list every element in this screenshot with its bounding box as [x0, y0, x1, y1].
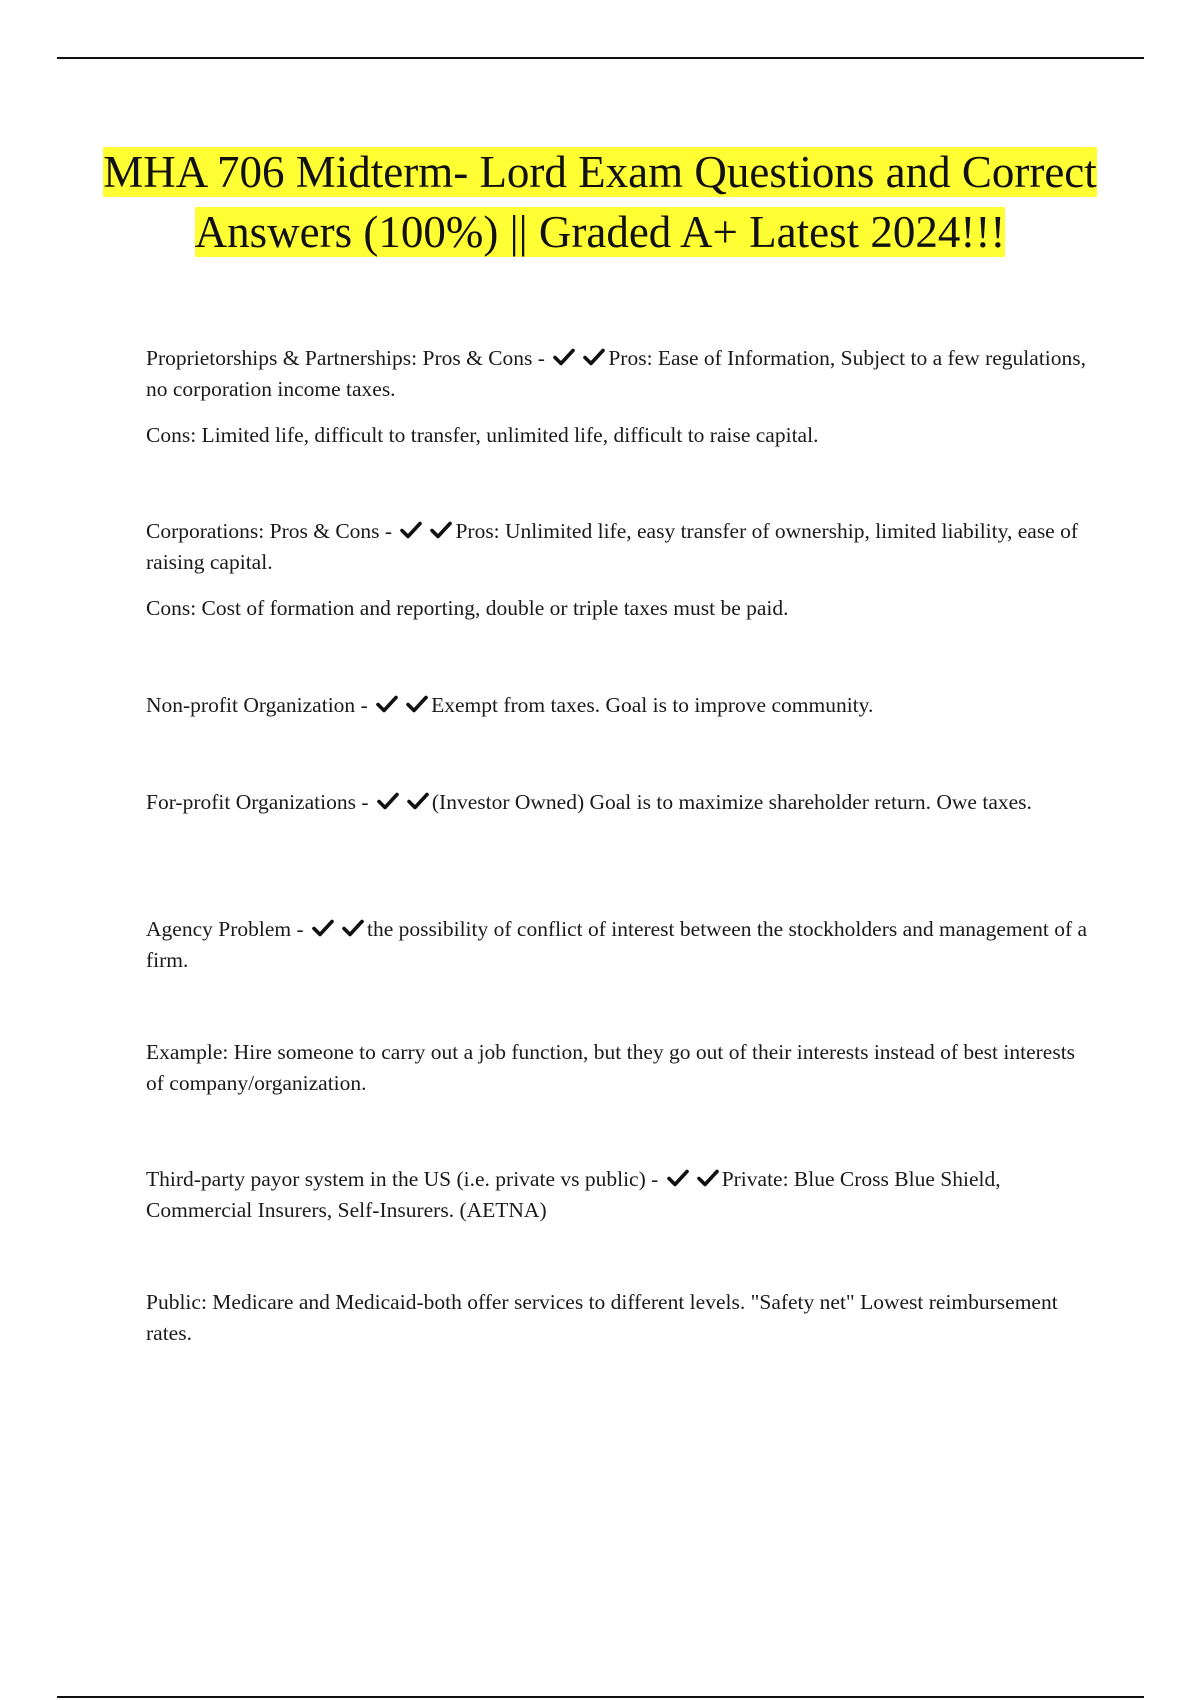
separator: - — [645, 1167, 664, 1191]
answer-text: the possibility of conflict of interest between the stockholders and management of a firm. — [146, 917, 1088, 972]
qa-entry — [146, 787, 1096, 818]
qa-line — [146, 914, 1096, 976]
qa-line — [146, 787, 1096, 818]
answer-text: Private: Blue Cross Blue Shield, Commercial Insurers, Self-Insurers. (AETNA) — [146, 1167, 1001, 1222]
question-term: Proprietorships & Partnerships: Pros & Cons — [146, 346, 533, 370]
separator: - — [379, 519, 398, 543]
qa-entry — [146, 1164, 1096, 1226]
bottom-rule — [57, 1696, 1144, 1698]
check-mark-icon — [553, 348, 575, 366]
answer-text: (Investor Owned) Goal is to maximize shareholder return. Owe taxes. — [431, 790, 1032, 814]
qa-line — [146, 690, 1096, 721]
qa-entry — [146, 516, 1096, 624]
check-mark-icon — [312, 919, 334, 937]
check-mark-icon — [377, 792, 399, 810]
separator: - — [532, 346, 551, 370]
separator: - — [355, 790, 374, 814]
question-term: Non-profit Organization — [146, 693, 356, 717]
check-mark-icon — [583, 348, 605, 366]
check-mark-icon — [376, 695, 398, 713]
question-term: Corporations: Pros & Cons — [146, 519, 380, 543]
answer-text: Pros: Unlimited life, easy transfer of ownership, limited liability, ease of raising capital. — [146, 519, 1079, 574]
check-mark-icon — [667, 1169, 689, 1187]
check-mark-icon — [406, 695, 428, 713]
separator: - — [291, 917, 310, 941]
qa-entry — [146, 690, 1096, 721]
qa-line — [146, 343, 1096, 405]
qa-line — [146, 1164, 1096, 1226]
qa-entry — [146, 1037, 1096, 1099]
title-block — [100, 142, 1100, 262]
qa-line — [146, 516, 1096, 578]
answer-continuation: Cons: Limited life, difficult to transfer, unlimited life, difficult to raise capital. — [146, 423, 819, 447]
qa-entry — [146, 914, 1096, 976]
document-title: MHA 706 Midterm- Lord Exam Questions and Correct Answers (100%) || Graded A+ Latest 2024!!! — [103, 147, 1097, 257]
question-term: Agency Problem — [146, 917, 292, 941]
qa-entry — [146, 343, 1096, 451]
check-mark-icon — [400, 521, 422, 539]
standalone-text: Public: Medicare and Medicaid-both offer services to different levels. "Safety net" Lowest reimbursement rates. — [146, 1290, 1058, 1345]
answer-text: Exempt from taxes. Goal is to improve community. — [431, 693, 874, 717]
check-mark-icon — [697, 1169, 719, 1187]
standalone-text: Example: Hire someone to carry out a job function, but they go out of their interests instead of best interests of company/organization. — [146, 1040, 1076, 1095]
answer-text: Pros: Ease of Information, Subject to a few regulations, no corporation income taxes. — [146, 346, 1087, 401]
qa-entry — [146, 1287, 1096, 1349]
check-mark-icon — [430, 521, 452, 539]
answer-continuation: Cons: Cost of formation and reporting, double or triple taxes must be paid. — [146, 596, 789, 620]
top-rule — [57, 57, 1144, 59]
separator: - — [355, 693, 374, 717]
check-mark-icon — [407, 792, 429, 810]
check-mark-icon — [342, 919, 364, 937]
question-term: For-profit Organizations — [146, 790, 356, 814]
question-term: Third-party payor system in the US (i.e. private vs public) — [146, 1167, 646, 1191]
